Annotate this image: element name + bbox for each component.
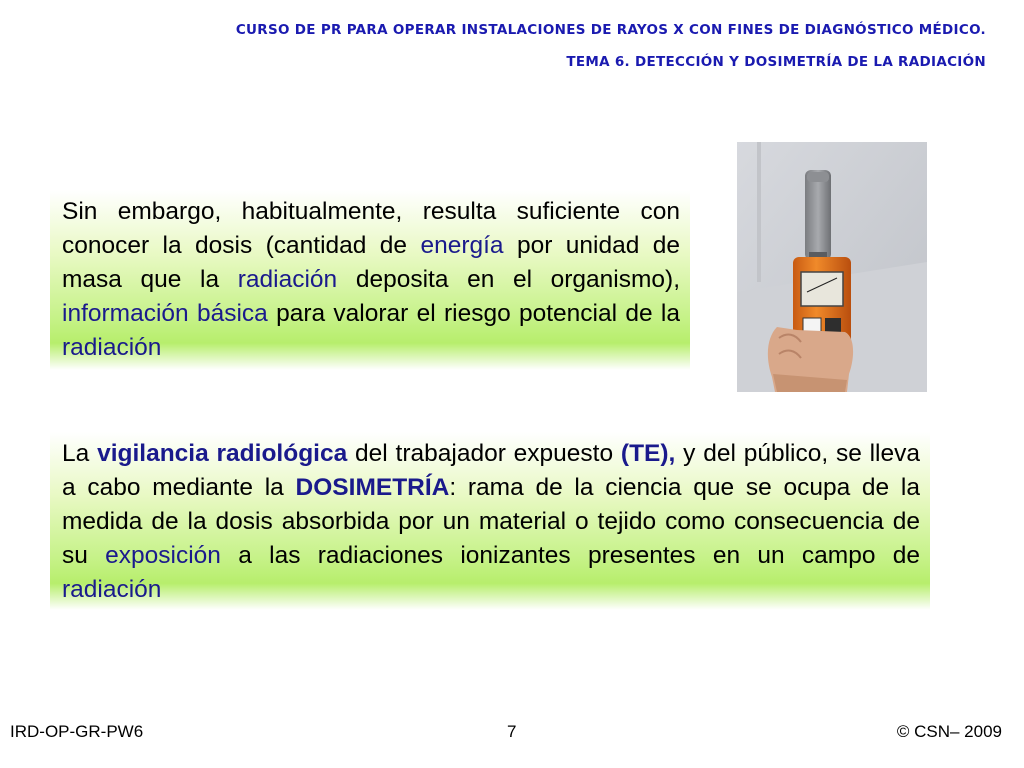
p2-term-dosimetria: DOSIMETRÍA — [295, 474, 450, 501]
p2-text-3: y del público, se lleva a cabo mediante la — [62, 440, 921, 501]
paragraph-dosimetry — [62, 437, 920, 607]
p1-text-4: para valorar el riesgo potencial de la — [267, 300, 680, 327]
footer-page-number: 7 — [507, 722, 517, 741]
radiation-survey-meter-photo — [737, 142, 927, 392]
paragraph-dose — [62, 195, 680, 365]
p2-text-5: a las radiaciones ionizantes presentes en un campo de — [220, 542, 920, 569]
text-panel-dosimetry — [50, 432, 930, 610]
p1-text-2: por unidad de masa que la — [62, 232, 681, 293]
p2-term-vigilancia: vigilancia radiológica — [97, 440, 348, 467]
text-panel-dose — [50, 190, 690, 370]
topic-title: TEMA 6. DETECCIÓN Y DOSIMETRÍA DE LA RADIACIÓN — [566, 54, 986, 70]
p2-term-exposicion: exposición — [105, 542, 221, 569]
p1-text-1: Sin embargo, habitualmente, resulta suficiente con conocer la dosis (cantidad de — [62, 198, 680, 259]
p2-term-te: (TE), — [620, 440, 676, 467]
footer-code: IRD-OP-GR-PW6 — [10, 722, 144, 741]
p1-text-3: deposita en el organismo), — [337, 266, 681, 293]
p2-text-4: : rama de la ciencia que se ocupa de la medida de la dosis absorbida por un material o tejido como consecuencia de su — [62, 474, 920, 569]
footer-copyright: © CSN– 2009 — [896, 722, 1002, 741]
p1-term-radiacion-2: radiación — [62, 334, 162, 361]
p2-term-radiacion: radiación — [62, 576, 162, 603]
p2-text-2: del trabajador expuesto — [347, 440, 621, 467]
p1-term-radiacion: radiación — [237, 266, 338, 293]
p2-text-1: La — [62, 440, 98, 467]
course-title: CURSO DE PR PARA OPERAR INSTALACIONES DE RAYOS X CON FINES DE DIAGNÓSTICO MÉDICO. — [235, 22, 986, 38]
p1-term-informacion: información básica — [62, 300, 268, 327]
p1-term-energia: energía — [420, 232, 504, 259]
